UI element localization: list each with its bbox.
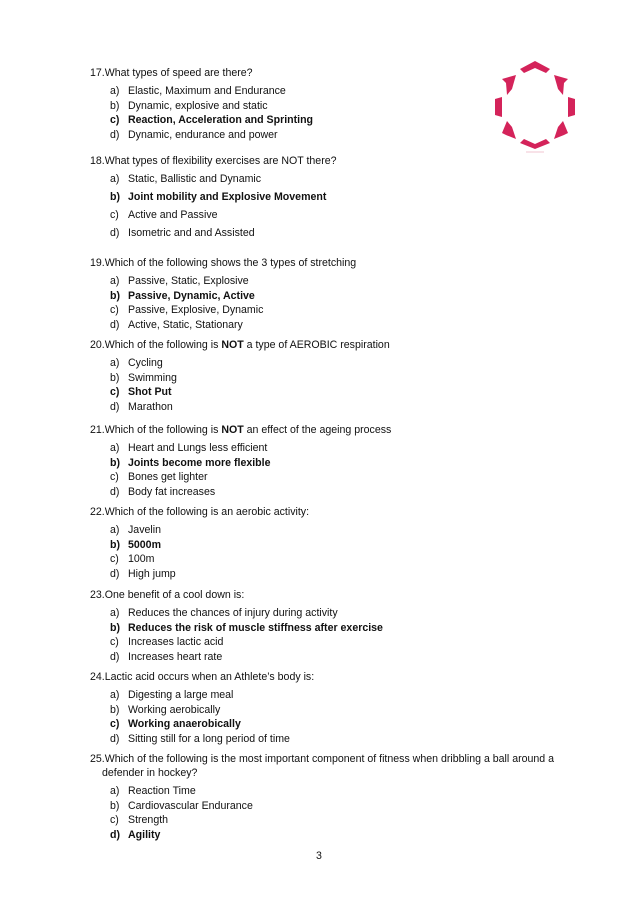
- option-text: Reduces the chances of injury during activity: [128, 607, 338, 619]
- option-text: Joint mobility and Explosive Movement: [128, 191, 327, 203]
- answer-option-correct: [90, 289, 590, 304]
- answer-option-correct: [90, 385, 590, 400]
- option-text: Increases heart rate: [128, 650, 223, 663]
- option-text: Reduces the risk of muscle stiffness after exercise: [128, 621, 383, 634]
- question-stem: [90, 66, 590, 80]
- option-letter: d): [110, 485, 120, 498]
- answer-option: [90, 732, 590, 747]
- option-text: Active, Static, Stationary: [128, 318, 243, 331]
- option-text: Heart and Lungs less efficient: [128, 442, 268, 454]
- question-text: 19.Which of the following shows the 3 types of stretching: [90, 257, 357, 269]
- option-text: Increases lactic acid: [128, 636, 224, 649]
- question-stem: [90, 752, 590, 780]
- option-text: Cardiovascular Endurance: [128, 799, 253, 812]
- option-text: Body fat increases: [128, 485, 216, 498]
- option-text: Isometric and and Assisted: [128, 227, 255, 239]
- question-stem: [90, 670, 590, 684]
- question-text: 20.Which of the following is: [90, 339, 222, 351]
- option-letter: a): [110, 275, 120, 287]
- answer-option: [90, 523, 590, 538]
- question-stem: [90, 423, 590, 437]
- answer-option: [90, 356, 590, 371]
- question-block: [90, 338, 590, 414]
- question-block: [90, 423, 590, 499]
- answer-option: [90, 84, 590, 99]
- answer-option: [90, 303, 590, 318]
- question-block: [90, 670, 590, 746]
- question-block: [90, 154, 590, 242]
- option-text: Javelin: [128, 524, 161, 536]
- answer-option: [90, 650, 590, 665]
- option-text: Working anaerobically: [128, 718, 241, 731]
- option-letter: a): [110, 524, 120, 536]
- option-letter: b): [110, 371, 120, 384]
- option-letter: d): [110, 567, 120, 580]
- option-letter: a): [110, 357, 120, 369]
- option-text: Cycling: [128, 357, 163, 369]
- option-letter: b): [110, 456, 120, 469]
- option-text: Elastic, Maximum and Endurance: [128, 85, 286, 97]
- answer-option-correct: [90, 828, 590, 843]
- option-text: Strength: [128, 814, 169, 827]
- option-letter: a): [110, 173, 120, 185]
- option-letter: b): [110, 99, 120, 112]
- answer-option: [90, 224, 590, 242]
- option-letter: b): [110, 538, 120, 551]
- answer-option-correct: [90, 621, 590, 636]
- answer-option: [90, 128, 590, 143]
- answer-option: [90, 485, 590, 500]
- answer-option-correct: [90, 456, 590, 471]
- option-text: 5000m: [128, 538, 161, 551]
- answer-option: [90, 799, 590, 814]
- option-text: Dynamic, endurance and power: [128, 128, 278, 141]
- question-text: 17.What types of speed are there?: [90, 67, 253, 79]
- option-letter: b): [110, 799, 120, 812]
- option-letter: c): [110, 471, 119, 484]
- question-stem: [90, 154, 590, 168]
- option-text: Passive, Static, Explosive: [128, 275, 249, 287]
- answer-option: [90, 441, 590, 456]
- option-text: Reaction, Acceleration and Sprinting: [128, 114, 314, 127]
- question-stem: [90, 505, 590, 519]
- option-letter: a): [110, 785, 120, 797]
- answer-option-correct: [90, 538, 590, 553]
- answer-option: [90, 552, 590, 567]
- option-letter: d): [110, 318, 120, 331]
- answer-option: [90, 635, 590, 650]
- option-text: Swimming: [128, 371, 177, 384]
- option-letter: c): [110, 209, 119, 221]
- answer-option: [90, 206, 590, 224]
- option-text: Bones get lighter: [128, 471, 208, 484]
- answer-option: [90, 371, 590, 386]
- option-text: Sitting still for a long period of time: [128, 732, 290, 745]
- question-block: [90, 752, 590, 842]
- answer-option: [90, 606, 590, 621]
- option-text: Static, Ballistic and Dynamic: [128, 173, 262, 185]
- question-text: 22.Which of the following is an aerobic activity:: [90, 506, 310, 518]
- option-letter: c): [110, 636, 119, 649]
- page-number: 3: [316, 850, 322, 862]
- answer-option: [90, 470, 590, 485]
- option-text: Marathon: [128, 400, 173, 413]
- question-emphasis: NOT: [221, 424, 244, 436]
- option-letter: c): [110, 718, 120, 731]
- option-letter: a): [110, 607, 120, 619]
- option-text: Passive, Explosive, Dynamic: [128, 304, 264, 317]
- option-letter: d): [110, 732, 120, 745]
- option-text: Shot Put: [128, 386, 172, 399]
- option-letter: a): [110, 442, 120, 454]
- answer-option-correct: [90, 113, 590, 128]
- question-text: 18.What types of flexibility exercises are NOT there?: [90, 155, 337, 167]
- option-letter: a): [110, 689, 120, 701]
- option-letter: d): [110, 227, 120, 239]
- question-text-tail: an effect of the ageing process: [243, 424, 392, 436]
- option-letter: b): [110, 703, 120, 716]
- option-text: Joints become more flexible: [128, 456, 271, 469]
- question-block: [90, 505, 590, 581]
- answer-option-correct: [90, 717, 590, 732]
- question-text: 21.Which of the following is: [90, 424, 222, 436]
- question-text: 23.One benefit of a cool down is:: [90, 589, 245, 601]
- option-letter: c): [110, 553, 119, 566]
- option-letter: c): [110, 386, 120, 399]
- option-letter: b): [110, 191, 120, 203]
- answer-option: [90, 99, 590, 114]
- answer-option: [90, 274, 590, 289]
- option-text: Passive, Dynamic, Active: [128, 289, 255, 302]
- option-letter: c): [110, 814, 119, 827]
- option-text: Agility: [128, 828, 161, 841]
- question-block: [90, 588, 590, 664]
- question-emphasis: NOT: [221, 339, 244, 351]
- answer-option: [90, 318, 590, 333]
- option-letter: d): [110, 400, 120, 413]
- question-stem: [90, 338, 590, 352]
- option-letter: d): [110, 828, 120, 841]
- option-text: Digesting a large meal: [128, 689, 234, 701]
- answer-option-correct: [90, 188, 590, 206]
- answer-option: [90, 567, 590, 582]
- option-letter: c): [110, 114, 120, 127]
- option-text: Dynamic, explosive and static: [128, 99, 268, 112]
- option-text: 100m: [128, 553, 155, 566]
- question-text: 25.Which of the following is the most important component of fitness when dribbling a ball around a defender in hockey?: [90, 753, 555, 779]
- option-text: High jump: [128, 567, 176, 580]
- option-letter: a): [110, 85, 120, 97]
- question-stem: [90, 256, 590, 270]
- answer-option: [90, 813, 590, 828]
- answer-option: [90, 703, 590, 718]
- option-text: Reaction Time: [128, 785, 196, 797]
- question-stem: [90, 588, 590, 602]
- answer-option: [90, 170, 590, 188]
- option-letter: b): [110, 289, 120, 302]
- option-letter: c): [110, 304, 119, 317]
- question-block: [90, 66, 590, 142]
- answer-option: [90, 688, 590, 703]
- question-text: 24.Lactic acid occurs when an Athlete’s body is:: [90, 671, 315, 683]
- answer-option: [90, 400, 590, 415]
- question-block: [90, 256, 590, 332]
- option-letter: d): [110, 128, 120, 141]
- option-text: Active and Passive: [128, 209, 218, 221]
- option-letter: d): [110, 650, 120, 663]
- option-text: Working aerobically: [128, 703, 221, 716]
- answer-option: [90, 784, 590, 799]
- option-letter: b): [110, 621, 120, 634]
- question-text-tail: a type of AEROBIC respiration: [243, 339, 390, 351]
